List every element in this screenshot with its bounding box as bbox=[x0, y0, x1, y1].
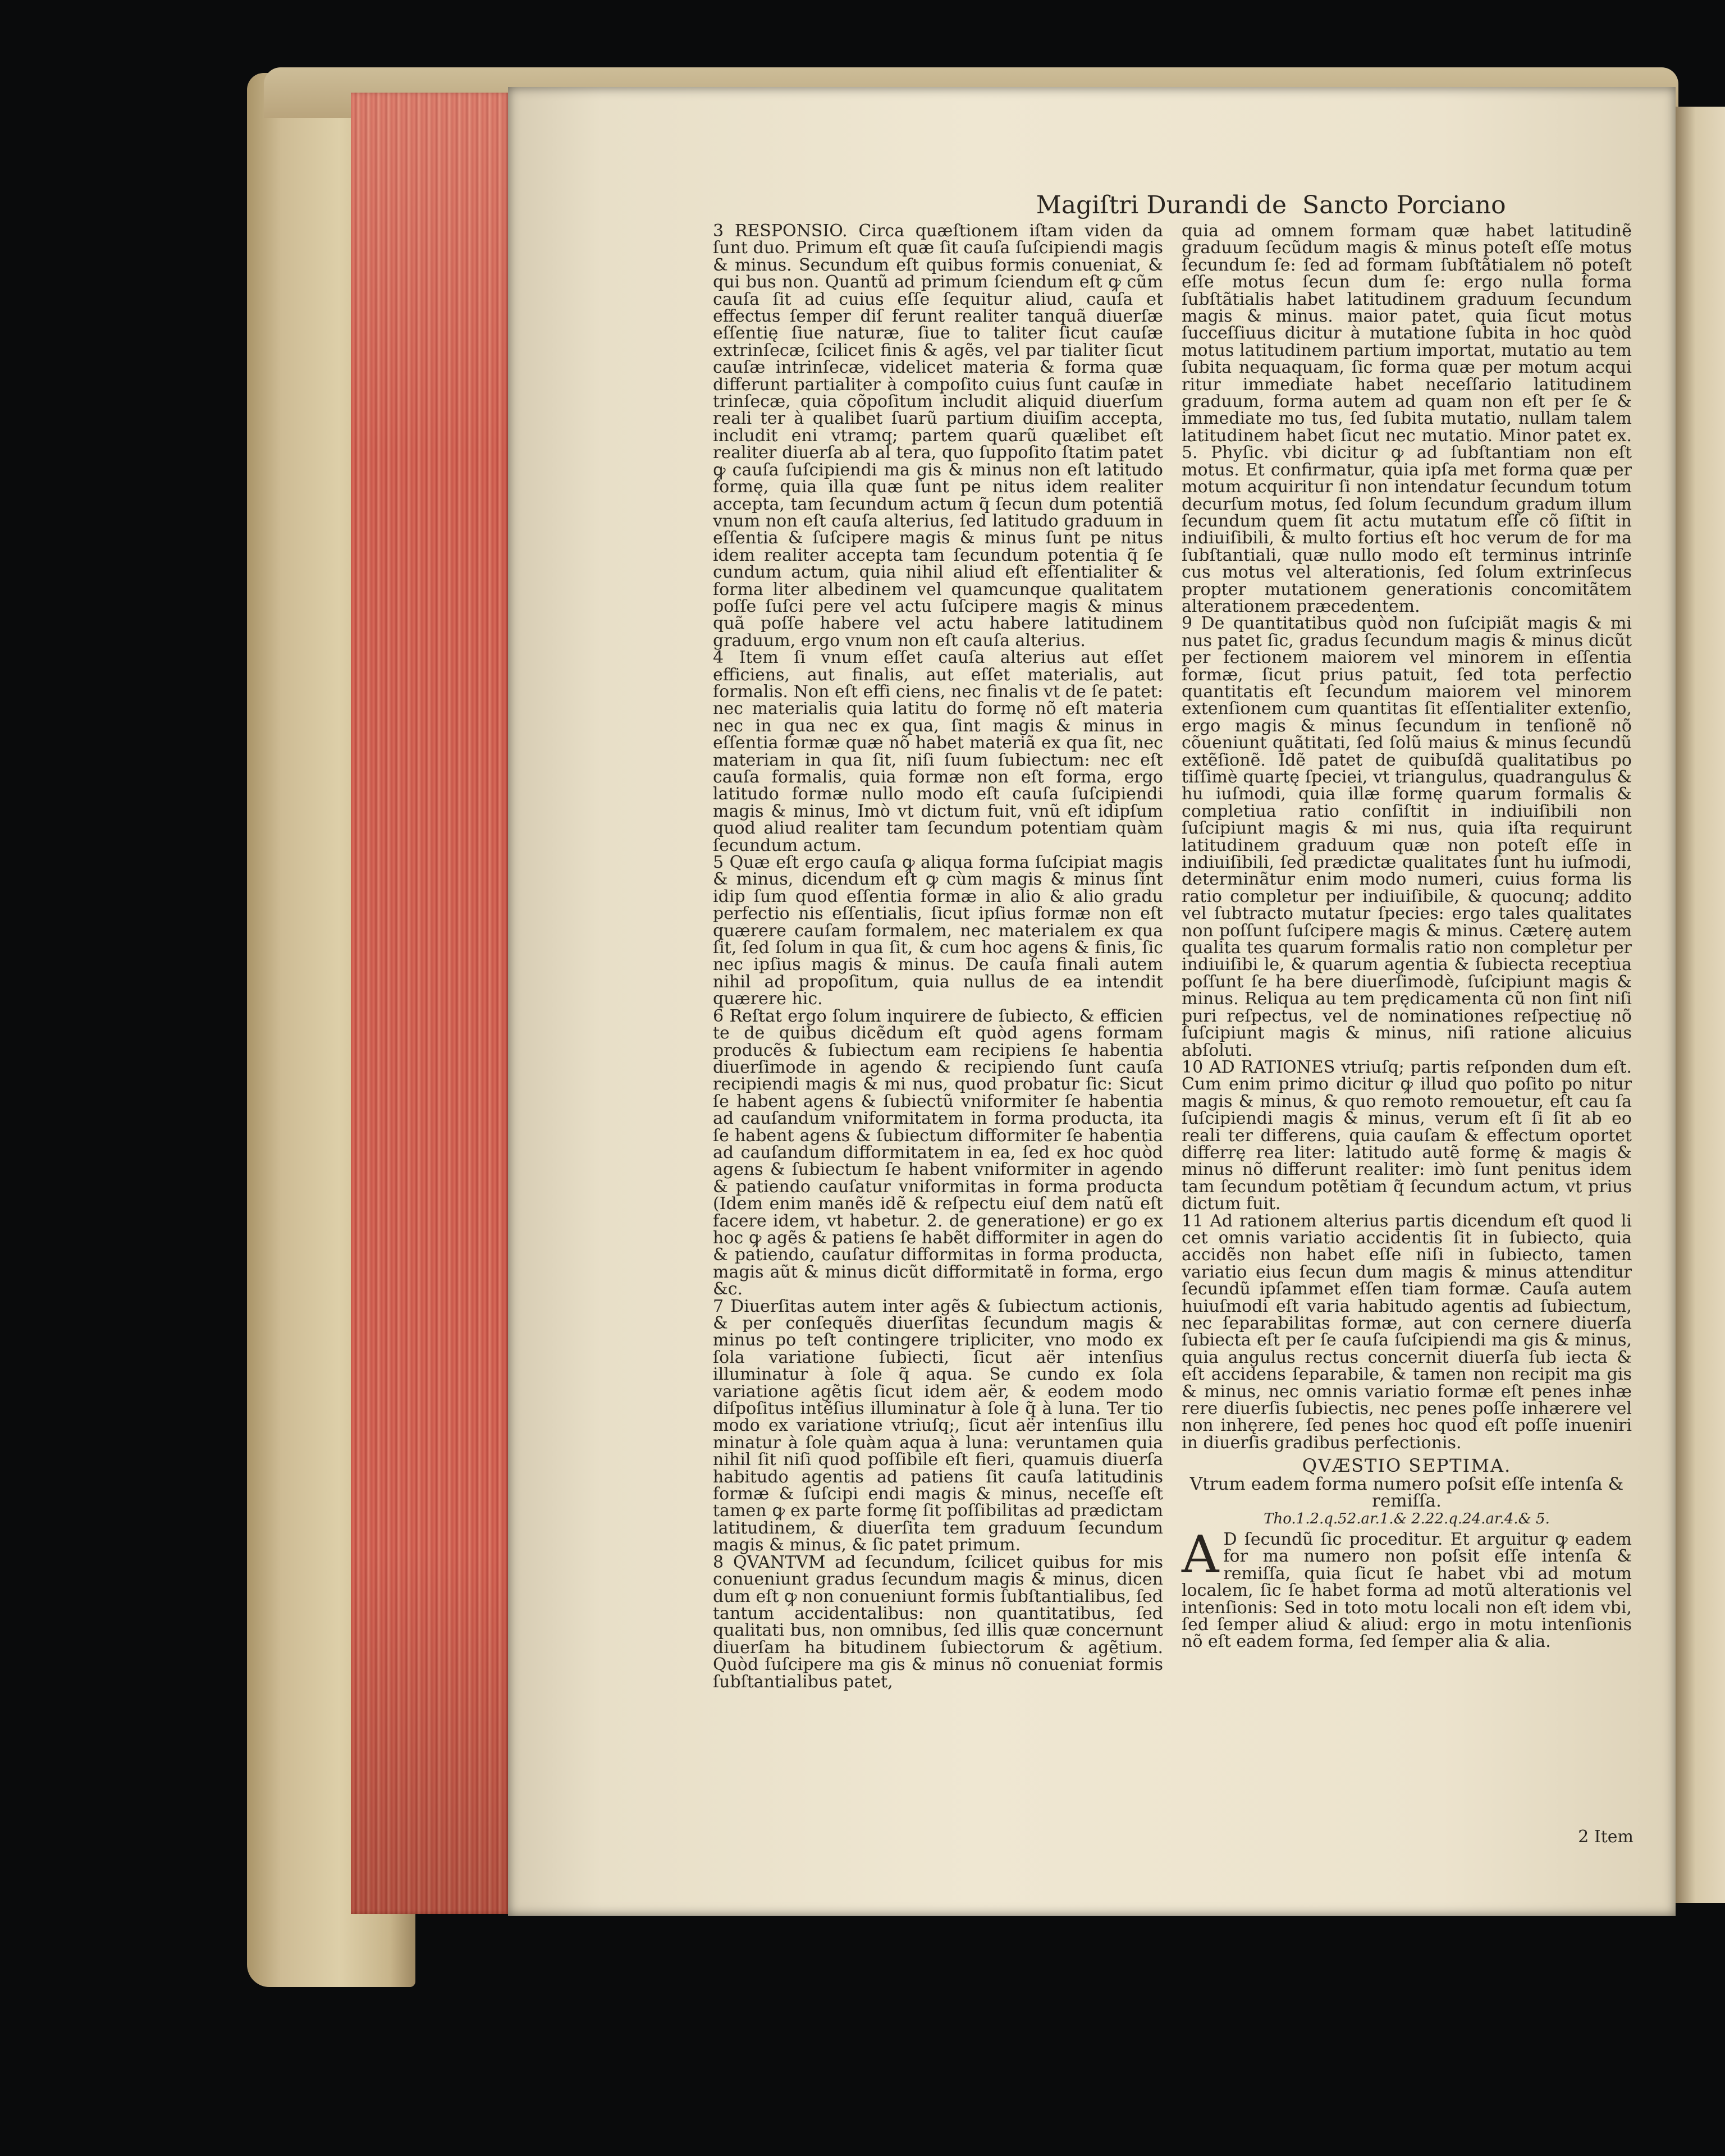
question-subtitle: Vtrum eadem forma numero poſsit eſſe intenſa & remiſſa. bbox=[1189, 1473, 1624, 1512]
question-title: QVÆSTIO SEPTIMA. bbox=[1302, 1455, 1512, 1477]
drop-capital: A bbox=[1182, 1524, 1219, 1585]
catchword: 2 Item bbox=[1578, 1827, 1634, 1847]
running-head-left: Magiſtri Durandi de bbox=[1036, 191, 1287, 219]
question-text: D ſecundũ ſic proceditur. Et arguitur ꝙ eadem for ma numero non poſsit eſſe intenſa & remiſſa, quia ſicut ſe habet vbi ad motum localem, ſic ſe habet forma ad motũ alterationis vel intenſionis: Sed in toto motu locali non eſt idem vbi, ſed ſemper aliud & aliud: ergo in motu intenſionis nõ eſt eadem forma, ſed ſemper alia & alia. bbox=[1182, 1529, 1632, 1652]
paragraph-5: 5 Quæ eſt ergo cauſa ꝙ aliqua forma ſuſcipiat magis & minus, dicendum eſt ꝙ cùm magis & minus ſint idip ſum quod eſſentia formæ in alio & alio gradu perfectio nis eſſentialis, ſicut ipſius formæ non eſt quærere cauſam formalem, nec materialem ex qua ſit, ſed ſolum in qua ſit, & cum hoc agens & finis, ſic nec ipſius magis & minus. De cauſa finali autem nihil ad propoſitum, quia nullus de ea intendit quærere hic. bbox=[713, 853, 1163, 1009]
left-column bbox=[713, 223, 1163, 1691]
paragraph-11: 11 Ad rationem alterius partis dicendum eſt quod li cet omnis variatio accidentis ſit in ſubiecto, quia accidẽs non habet eſſe niſi in ſubiecto, tamen variatio eius ſecun dum magis & minus attenditur ſecundũ ipſammet eſſen tiam formæ. Cauſa autem huiuſmodi eſt varia habitudo agentis ad ſubiectum, nec ſeparabilitas formæ, aut con cernere diuerſa ſubiecta eſt per ſe cauſa ſuſcipiendi ma gis & minus, quia angulus rectus concernit diuerſa ſub iecta & eſt accidens ſeparabile, & tamen non recipit ma gis & minus, nec omnis variatio formæ eſt penes inhæ rere diuerſis ſubiectis, nec penes poſſe inhærere vel non inhęrere, ſed penes hoc quod eſt poſſe inueniri in diuerſis gradibus perfectionis. bbox=[1182, 1211, 1632, 1453]
paragraph-9: 9 De quantitatibus quòd non ſuſcipiãt magis & mi nus patet ſic, gradus ſecundum magis & minus dicũt per fectionem maiorem vel minorem in eſſentia formæ, ſicut prius patuit, ſed tota perfectio quantitatis eſt ſecundum maiorem vel minorem extenſionem cum quantitas ſit eſſentialiter extenſio, ergo magis & minus ſecundum in tenſionẽ nõ cõueniunt quãtitati, ſed ſolũ maius & minus ſecundũ extẽſionẽ. Idẽ patet de quibuſdã qualitatibus po tiſſimè quartę ſpeciei, vt triangulus, quadrangulus & hu iuſmodi, quia illæ formę quarum formalis & completiua ratio conſiſtit in indiuiſibili non ſuſcipiunt magis & mi nus, quia iſta requirunt latitudinem graduum quæ non poteſt eſſe in indiuiſibili, ſed prædictæ qualitates ſunt hu iuſmodi, determinãtur enim modo numeri, cuius forma lis ratio completur per indiuiſibile, & quocunq; addito vel ſubtracto mutatur ſpecies: ergo tales qualitates non poſſunt ſuſcipere magis & minus. Cæterę autem qualita tes quarum formalis ratio non completur per indiuiſibi le, & quarum agentia & ſubiecta receptiua poſſunt ſe ha bere diuerſimodè, ſuſcipiunt magis & minus. Reliqua au tem prędicamenta cũ non ſint niſi puri reſpectus, vel de nominationes reſpectiuę nõ ſuſcipiunt magis & minus, niſi ratione alicuius abſoluti. bbox=[1182, 614, 1632, 1060]
running-head-right: Sancto Porciano bbox=[1302, 191, 1506, 219]
facing-page-edge bbox=[1676, 107, 1725, 1903]
paragraph-8: 8 QVANTVM ad ſecundum, ſcilicet quibus for mis conueniunt gradus ſecundum magis & minus, dicen dum eſt ꝙ non conueniunt formis ſubſtantialibus, ſed tantum accidentalibus: non quantitatibus, ſed qualitati bus, non omnibus, ſed illis quæ concernunt diuerſam ha bitudinem ſubiectorum & agẽtium. Quòd ſuſcipere ma gis & minus nõ conueniat formis ſubſtantialibus patet, bbox=[713, 1552, 1163, 1692]
question-text-block bbox=[1182, 1524, 1632, 1652]
printed-text-block bbox=[713, 191, 1634, 1847]
paragraph-continued: quia ad omnem formam quæ habet latitudinẽ graduum ſecũdum magis & minus poteſt eſſe motus ſecundum ſe: ſed ad formam ſubſtãtialem nõ poteſt eſſe motus ſecun dum ſe: ergo nulla forma ſubſtãtialis habet latitudinem graduum ſecundum magis & minus. maior patet, quia ſicut motus ſucceſſiuus dicitur à mutatione ſubita in hoc quòd motus latitudinem partium importat, mutatio au tem ſubita nequaquam, ſic forma quæ per motum acqui ritur immediate habet neceſſario latitudinem graduum, forma autem ad quam non eſt per ſe & immediate mo tus, ſed ſubita mutatio, nullam talem latitudinem habet ſicut nec mutatio. Minor patet ex. 5. Phyſic. vbi dicitur ꝙ ad ſubſtantiam non eſt motus. Et confirmatur, quia ipſa met forma quæ per motum acquiritur ſi non intendatur ſecundum totum decurſum motus, ſed ſolum ſecundum gradum illum ſecundum quem ſit actu mutatum eſſe cõ ſiſtit in indiuiſibili, & multo fortius eſt hoc verum de for ma ſubſtantiali, quæ nullo modo eſt terminus intrinſe cus motus vel alterationis, ſed ſolum extrinſecus propter mutationem generationis concomitãtem alterationem præcedentem. bbox=[1182, 221, 1632, 616]
paragraph-4: 4 Item ſi vnum eſſet cauſa alterius aut eſſet efficiens, aut finalis, aut eſſet materialis, aut formalis. Non eſt effi ciens, nec finalis vt de ſe patet: nec materialis quia latitu do formę nõ eſt materia nec in qua nec ex qua, ſint magis & minus in eſſentia formæ quæ nõ habet materiã ex qua ſit, nec materiam in qua ſit, niſi ſuum ſubiectum: nec eſt cauſa formalis, quia formæ non eſt forma, ergo latitudo formæ nullo modo eſt cauſa ſuſcipiendi magis & minus, Imò vt dictum fuit, vnũ eſt idipſum quod aliud realiter tam ſecundum potentiam quàm ſecundum actum. bbox=[713, 648, 1163, 855]
question-reference: Tho.1.2.q.52.ar.1.& 2.22.q.24.ar.4.& 5. bbox=[1264, 1510, 1550, 1528]
paragraph-3: 3 RESPONSIO. Circa quæſtionem iſtam viden da ſunt duo. Primum eſt quæ ſit cauſa ſuſcipiendi magis & minus. Secundum eſt quibus formis conueniat, & qui bus non. Quantũ ad primum ſciendum eſt ꝙ cũm cauſa ſit ad cuius eſſe ſequitur aliud, cauſa et effectus ſemper diſ ferunt realiter tanquã diuerſæ eſſentię ſiue naturæ, ſiue to taliter ſicut cauſæ extrinſecæ, ſcilicet finis & agẽs, vel par tialiter ſicut cauſæ intrinſecæ, videlicet materia & forma quæ differunt partialiter à compoſito cuius ſunt cauſæ in trinſecæ, quia cõpoſitum includit aliquid diuerſum reali ter à qualibet ſuarũ partium diuiſim accepta, includit eni vtramq; partem quarũ quælibet eſt realiter diuerſa ab al tera, quo ſuppoſito ſtatim patet ꝙ cauſa ſuſcipiendi ma gis & minus non eſt latitudo formę, quia illa quæ ſunt pe nitus idem realiter accepta, tam ſecundum actum q̃ ſecun dum potentiã vnum non eſt cauſa alterius, ſed latitudo graduum in eſſentia & ſuſcipere magis & minus ſunt pe nitus idem realiter accepta tam ſecundum potentia q̃ ſe cundum actum, quia nihil aliud eſt eſſentialiter & forma liter albedinem vel quamcunque qualitatem poſſe ſuſci pere vel actu ſuſcipere magis & minus quã poſſe habere vel actu habere latitudinem graduum, ergo vnum non eſt cauſa alterius. bbox=[713, 221, 1163, 651]
right-column bbox=[1182, 223, 1632, 1651]
paragraph-10: 10 AD RATIONES vtriuſq; partis reſponden dum eſt. Cum enim primo dicitur ꝙ illud quo poſito po nitur magis & minus, & quo remoto remouetur, eſt cau ſa ſuſcipiendi magis & minus, verum eſt ſi ſit ab eo reali ter differens, quia cauſam & effectum oportet differrę rea liter: latitudo autẽ formę & magis & minus nõ differunt realiter: imò ſunt penitus idem tam ſecundum potẽtiam q̃ ſecundum actum, vt prius dictum fuit. bbox=[1182, 1057, 1632, 1214]
paragraph-7: 7 Diuerſitas autem inter agẽs & ſubiectum actionis, & per conſequẽs diuerſitas ſecundum magis & minus po teſt contingere tripliciter, vno modo ex ſola variatione ſubiecti, ſicut aër intenſius illuminatur à ſole q̃ aqua. Se cundo ex ſola variatione agẽtis ſicut idem aër, & eodem modo diſpoſitus intẽſius illuminatur à ſole q̃ à luna. Ter tio modo ex variatione vtriuſq;, ſicut aër intenſius illu minatur à ſole quàm aqua à luna: veruntamen quia nihil ſit niſi quod poſſibile eſt fieri, quamuis diuerſa habitudo agentis ad patiens ſit cauſa latitudinis formæ & ſuſcipi endi magis & minus, neceſſe eſt tamen ꝙ ex parte formę ſit poſſibilitas ad prædictam latitudinem, & diuerſita tem graduum ſecundum magis & minus, & ſic patet primum. bbox=[713, 1296, 1163, 1555]
paragraph-6: 6 Reſtat ergo ſolum inquirere de ſubiecto, & efficien te de quibus dicẽdum eſt quòd agens formam producẽs & ſubiectum eam recipiens ſe habentia diuerſimode in agendo & recipiendo ſunt cauſa recipiendi magis & mi nus, quod probatur ſic: Sicut ſe habent agens & ſubiectũ vniformiter ſe habentia ad cauſandum vniformitatem in forma producta, ita ſe habent agens & ſubiectum difformiter ſe habentia ad cauſandum difformitatem in ea, ſed ex hoc quòd agens & ſubiectum ſe habent vniformiter in agendo & patiendo cauſatur vniformitas in forma producta (Idem enim manẽs idẽ & reſpectu eiuſ dem natũ eſt facere idem, vt habetur. 2. de generatione) er go ex hoc ꝙ agẽs & patiens ſe habẽt difformiter in agen do & patiendo, cauſatur difformitas in forma producta, magis aũt & minus dicũt difformitatẽ in forma, ergo &c. bbox=[713, 1006, 1163, 1299]
page-edge-shading bbox=[351, 93, 511, 1914]
